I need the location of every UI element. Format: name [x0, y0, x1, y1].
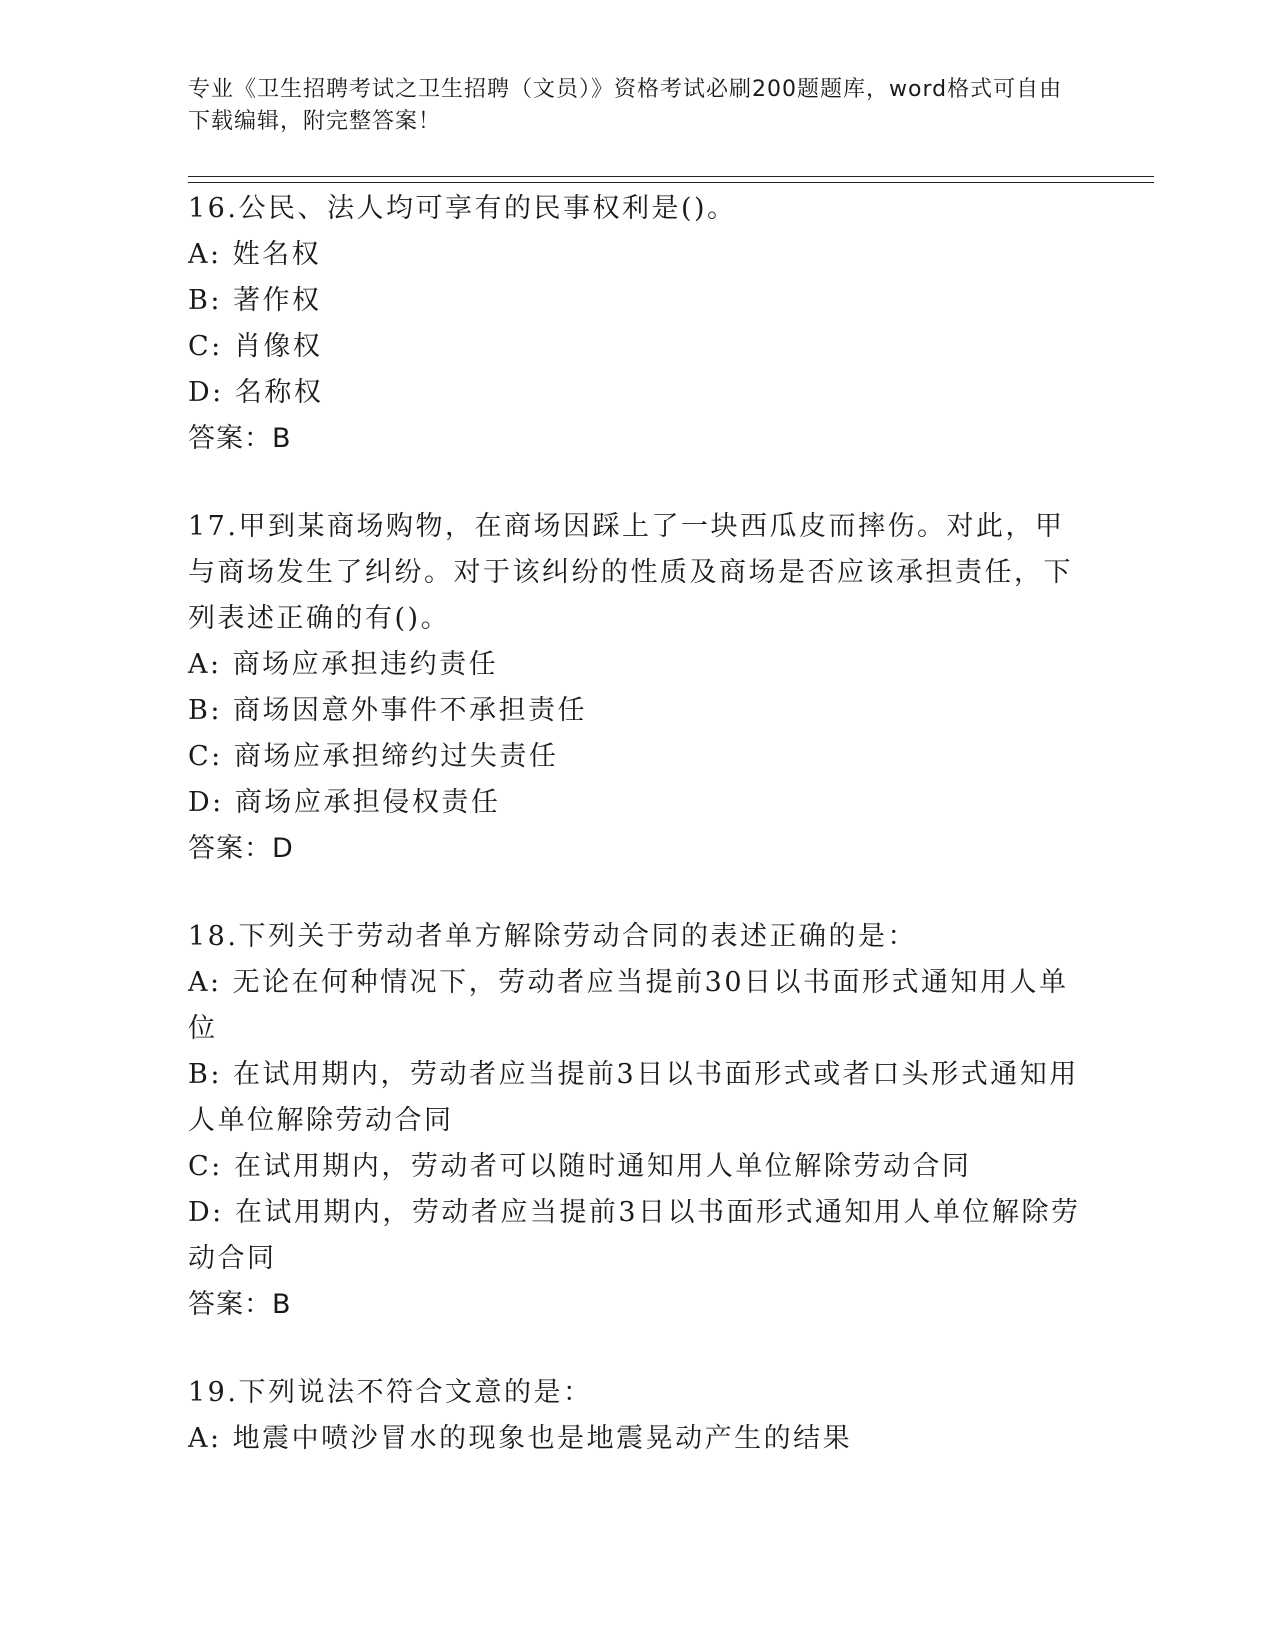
option-a: A: 无论在何种情况下，劳动者应当提前30日以书面形式通知用人单位	[188, 967, 1069, 1044]
question-list	[188, 186, 1088, 1462]
answer-line: 答案：D	[188, 833, 294, 864]
option-d: D: 商场应承担侵权责任	[188, 787, 501, 818]
header-rule-bottom	[188, 182, 1154, 183]
option-c: C: 肖像权	[188, 331, 323, 362]
question-17	[188, 504, 1088, 872]
question-19	[188, 1370, 1088, 1462]
document-header: 专业《卫生招聘考试之卫生招聘（文员）》资格考试必刷200题题库，word格式可自由下载编辑，附完整答案！	[188, 77, 1063, 134]
option-d: D: 名称权	[188, 377, 324, 408]
option-d: D: 在试用期内，劳动者应当提前3日以书面形式通知用人单位解除劳动合同	[188, 1197, 1081, 1274]
question-stem: 16.公民、法人均可享有的民事权利是()。	[188, 193, 737, 224]
option-c: C: 在试用期内，劳动者可以随时通知用人单位解除劳动合同	[188, 1151, 972, 1182]
option-a: A: 姓名权	[188, 239, 322, 270]
option-b: B: 商场因意外事件不承担责任	[188, 695, 588, 726]
question-stem: 17.甲到某商场购物，在商场因踩上了一块西瓜皮而摔伤。对此，甲与商场发生了纠纷。对于该纠纷的性质及商场是否应该承担责任，下列表述正确的有()。	[188, 511, 1073, 634]
question-16	[188, 186, 1088, 462]
question-18	[188, 914, 1088, 1328]
option-a: A: 商场应承担违约责任	[188, 649, 499, 680]
header-rule-top	[188, 176, 1154, 177]
option-c: C: 商场应承担缔约过失责任	[188, 741, 559, 772]
question-stem: 18.下列关于劳动者单方解除劳动合同的表述正确的是：	[188, 921, 917, 952]
option-a: A: 地震中喷沙冒水的现象也是地震晃动产生的结果	[188, 1423, 853, 1454]
option-b: B: 著作权	[188, 285, 322, 316]
option-b: B: 在试用期内，劳动者应当提前3日以书面形式或者口头形式通知用人单位解除劳动合同	[188, 1059, 1079, 1136]
answer-line: 答案：B	[188, 423, 292, 454]
question-stem: 19.下列说法不符合文意的是：	[188, 1377, 593, 1408]
answer-line: 答案：B	[188, 1289, 292, 1320]
